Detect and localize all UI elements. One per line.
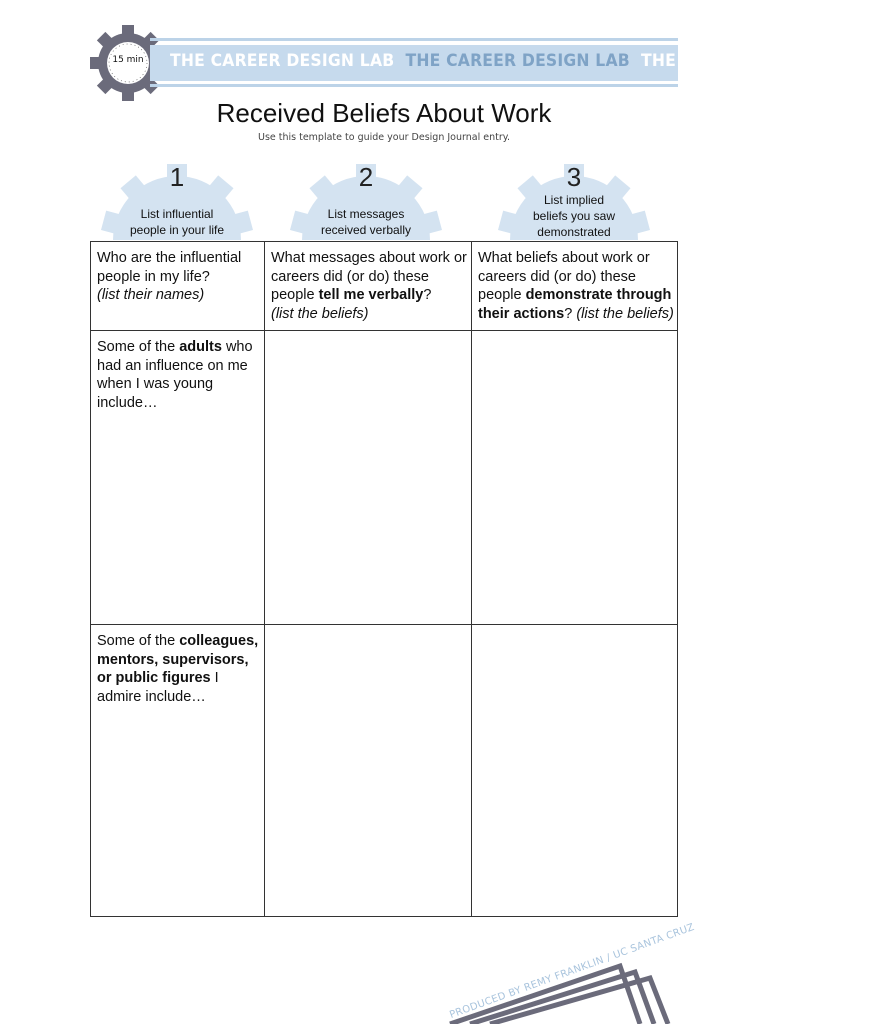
step-3 — [494, 160, 654, 240]
page-subtitle: Use this template to guide your Design Journal entry. — [257, 132, 511, 143]
header-punctuation: ? — [423, 287, 432, 303]
header-instruction: (list the beliefs) — [271, 305, 369, 322]
page-title: Received Beliefs About Work — [216, 98, 552, 128]
step-caption-line: received verbally — [320, 223, 412, 237]
step-caption-line: demonstrated — [537, 225, 611, 239]
header-punctuation: ? — [564, 305, 573, 322]
step-caption-line: List implied — [543, 193, 605, 207]
answer-cell-demonstrated-colleagues[interactable] — [478, 632, 674, 912]
column-divider — [471, 242, 472, 916]
step-number: 3 — [566, 162, 582, 192]
banner-text — [170, 51, 871, 71]
answer-cell-verbal-adults[interactable] — [271, 338, 467, 618]
row-divider — [91, 624, 677, 625]
header-cell-verbal — [271, 249, 467, 323]
step-caption — [107, 206, 247, 238]
header-cell-demonstrated — [478, 249, 674, 323]
prompt-emphasis: colleagues, mentors, supervisors, or public figures — [97, 633, 259, 686]
banner-segment: THE CAREER DESIGN LAB — [170, 51, 395, 71]
header-question: What messages about work or careers did (or do) these people — [271, 250, 467, 303]
column-divider — [264, 242, 265, 916]
banner-segment: THE CAREER DESIGN LAB — [405, 51, 630, 71]
banner-rule-top — [150, 38, 678, 41]
step-caption-line: beliefs you saw — [532, 209, 616, 223]
prompt-text: Some of the — [97, 633, 180, 649]
header-cell-people — [97, 249, 257, 305]
header-emphasis: tell me verbally — [318, 287, 424, 303]
step-2 — [286, 160, 446, 240]
credit-stamp-icon — [440, 958, 680, 1024]
brand-banner — [150, 38, 866, 88]
row-prompt-colleagues — [97, 632, 259, 706]
timer-label: 15 min — [112, 55, 144, 65]
step-1 — [97, 160, 257, 240]
banner-segment: THE CAREER DESIGN LAB — [641, 51, 866, 71]
prompt-text: Some of the — [97, 339, 180, 355]
step-caption — [296, 206, 436, 238]
step-caption-line: List messages — [327, 207, 405, 221]
prompt-emphasis: adults — [179, 339, 222, 355]
header-instruction: (list the beliefs) — [576, 305, 674, 322]
header-question: Who are the influential people in my life? — [97, 250, 242, 285]
prompt-text: I admire include… — [97, 670, 219, 705]
worksheet-table — [90, 241, 678, 917]
answer-cell-verbal-colleagues[interactable] — [271, 632, 467, 912]
step-caption-line: List influential — [140, 207, 214, 221]
step-number: 2 — [358, 162, 374, 192]
header-instruction: (list their names) — [97, 287, 205, 303]
row-divider — [91, 330, 677, 331]
header-emphasis: demonstrate through their actions — [478, 287, 672, 322]
banner-rule-bottom — [150, 84, 678, 87]
credit-text: PRODUCED BY REMY FRANKLIN / UC SANTA CRUZ — [448, 921, 696, 1021]
step-caption — [504, 192, 644, 240]
prompt-text: who had an influence on me when I was young include… — [97, 339, 253, 411]
header-question: What beliefs about work or careers did (or do) these people — [478, 250, 650, 303]
step-caption-line: people in your life — [129, 223, 225, 237]
answer-cell-demonstrated-adults[interactable] — [478, 338, 674, 618]
step-number: 1 — [169, 162, 185, 192]
row-prompt-adults — [97, 338, 259, 412]
